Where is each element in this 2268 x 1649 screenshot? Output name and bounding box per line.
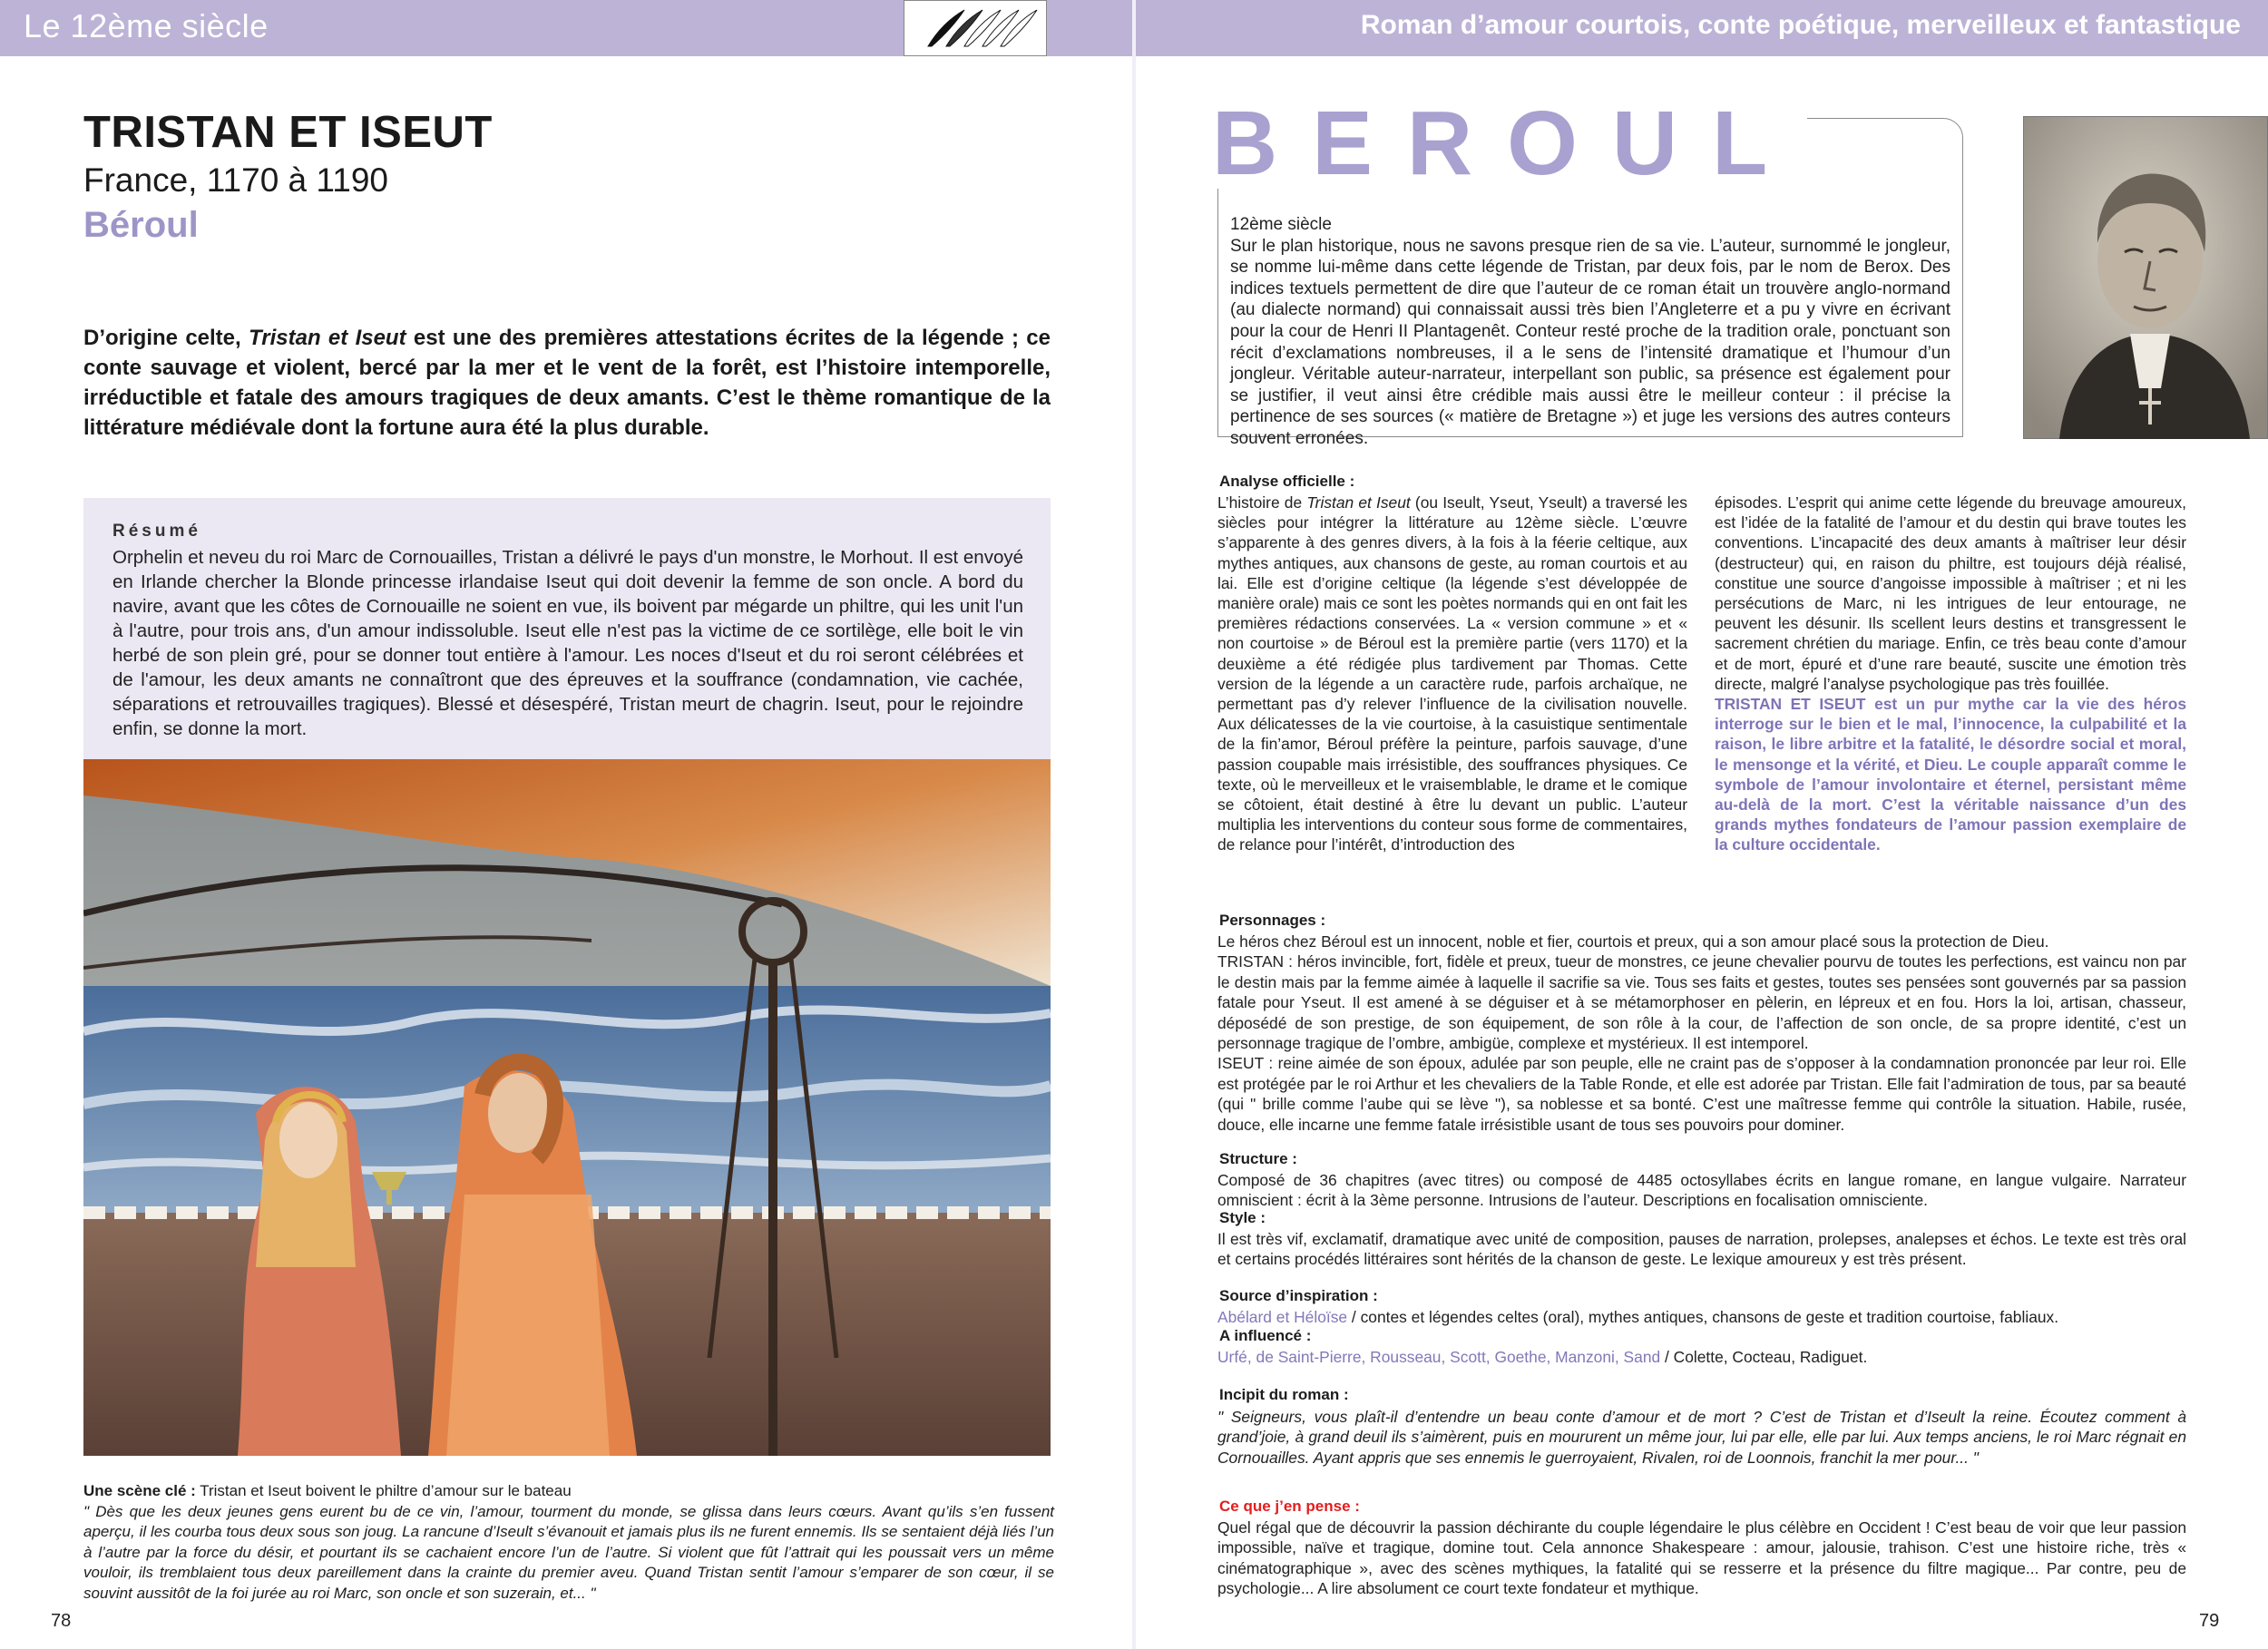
author-portrait [2023, 116, 2268, 439]
author-century: 12ème siècle [1230, 215, 1332, 234]
personnages-heading: Personnages : [1219, 912, 1326, 929]
key-scene-label: Une scène clé : [83, 1482, 196, 1499]
author-bio-text: Sur le plan historique, nous ne savons presque rien de sa vie. L’auteur, surnommé le jongleur, se nomme lui-même dans cette légende de Tristan, par deux fois, par le nom de Berox. Des indices textuels permettent de dire que l’auteur de ce roman était un trouvère anglo-normand (au dialecte normand) qui connaissait aussi très bien l’Angleterre et a pu y vivre en écrivant pour la cour de Henri II Plantagenêt. Conteur resté proche de la tradition orale, ponctuant son récit d’exclamations nombreuses, il a le sens de l’intensité dramatique et l’humour d’un jongleur. Véritable auteur-narrateur, interpellant son public, sa présence est également pour se justifier, il veut ainsi être crédible mais aussi être le meilleur conteur : il précise la pertinence de ses sources (« matière de Bretagne ») et juge les versions des autres conteurs souvent erronées. [1230, 236, 1950, 448]
style-text: Il est très vif, exclamatif, dramatique avec unité de composition, pauses de narration, prolepses, analepses et échos. Le texte est très oral et certains procédés littéraires sont hérités de la chanson de geste. Le lexique amoureux y est très présent. [1217, 1230, 2186, 1269]
character-tristan: TRISTAN : héros invincible, fort, fidèle et preux, tueur de monstres, ce jeune chevalier pourvu de toutes les perfections, est vaincu non par le destin mais par la femme aimée à laquelle il sacrifie sa vie. Tous ses faits et gestes, toutes ses pensées sont gouvernés par sa passion fatale pour Yseut. Il est amené à se déguiser et à se métamorphoser en pèlerin, en lépreux et en fou. Hors la loi, artisan, chasseur, déposédé de son prestige, de son équipement, de son rôle à la cour, de l’affection de son oncle, de sa propre identité, c’est un personnage tragique de l’ombre, ambigüe, complexe et mystérieux. Il est intemporel. [1217, 952, 2186, 1053]
character-iseut: ISEUT : reine aimée de son époux, adulée par son peuple, elle ne craint pas de s’opposer à la condamnation prononcée par leur roi. Elle est protégée par le roi Arthur et les chevaliers de la Table Ronde, et elle est adorée par Tristan. Elle fait l’admiration de tous, par sa beauté (qui " brille comme l’aube qui se lève "), sa noblesse et sa bonté. C’est une maîtresse femme qui contrôle la situation. Habile, rusée, douce, elle incarne une femme fatale irrésistible usant de tous ses pouvoirs pour dominer. [1217, 1054, 2186, 1134]
influence-text: Urfé, de Saint-Pierre, Rousseau, Scott, Goethe, Manzoni, Sand / Colette, Cocteau, Radiguet. [1217, 1348, 1868, 1366]
section-title-left: Le 12ème siècle [24, 7, 269, 44]
key-scene-quote: " Dès que les deux jeunes gens eurent bu de ce vin, l’amour, tourment du monde, se glissa dans leurs cœurs. Avant qu’ils s’en fussent aperçu, il les courba tous deux sous son joug. La rancune d’Iseult s’évanouit et jamais plus ils ne furent ennemis. Ils se sentaient déjà liés l’un à l’autre par la force du désir, et pourtant ils se cachaient encore l’un de l’autre. Si violent que fût l’attrait qui les poussait vers un même vouloir, ils tremblaient tous deux pareillement dans la crainte du premier aveu. Quand Tristan sentit l’amour s’emparer de son cœur, il se souvint aussitôt de la foi jurée au roi Marc, son oncle et son suzerain, et... " [83, 1502, 1054, 1602]
page-number-right: 79 [2199, 1611, 2220, 1631]
source-heading: Source d’inspiration : [1219, 1287, 1378, 1304]
style-heading: Style : [1219, 1209, 1266, 1226]
opinion-text: Quel régal que de découvrir la passion déchirante du couple légendaire le plus célèbre en Occident ! C’est beau de voir que leur passion impossible, naïve et tragique, domine tout. Cela annonce Shakespeare : amour, jalousie, trahison. C’est une histoire riche, très « cinématographique », avec des scènes mythiques, la fatalité qui se resserre et la présence du filtre magique... Par contre, peu de psychologie... A lire absolument ce court texte fondateur et mythique. [1217, 1518, 2186, 1598]
analyse-column-2 [1715, 493, 2186, 855]
author-banner: BEROUL [1212, 98, 1807, 189]
source-text: Abélard et Héloïse / contes et légendes celtes (oral), mythes antiques, chansons de geste et tradition courtoise, fabliaux. [1217, 1308, 2059, 1326]
page-number-left: 78 [51, 1611, 72, 1631]
incipit-text: " Seigneurs, vous plaît-il d’entendre un beau conte d’amour et de mort ? C’est de Tristan et d’Iseult la reine. Écoutez comment à grand’joie, à grand deuil ils s’aimèrent, puis en moururent un même jour, lui par elle, elle par lui. Aux temps anciens, le roi Marc régnait en Cornouailles. Ayant appris que ses ennemis le guerroyaient, Rivalen, roi de Loonnois, franchit la mer pour... " [1217, 1408, 2186, 1467]
page-gutter [1132, 0, 1136, 1649]
structure-text: Composé de 36 chapitres (avec titres) ou composé de 4485 octosyllabes écrits en langue romane, en langue vulgaire. Narrateur omniscient : écrit à la 3ème personne. Intrusions de l’auteur. Descriptions en focalisation omnisciente. [1217, 1171, 2186, 1210]
personnages-text [1217, 932, 2186, 1135]
opinion-heading: Ce que j’en pense : [1219, 1498, 1360, 1515]
resume-text: Orphelin et neveu du roi Marc de Cornouailles, Tristan a délivré le pays d'un monstre, le Morhout. Il est envoyé en Irlande chercher la Blonde princesse irlandaise Iseut qui doit devenir la femme de son oncle. A bord du navire, avant que les côtes de Cornouaille ne soient en vue, ils boivent par mégarde un philtre, qui les unit l'un à l'autre, pour trois ans, d'un amour indissoluble. Iseut elle n'est pas la victime de ce sortilège, elle boit le vin herbé de son plein gré, pour se donner tout entière à l'amour. Les noces d'Iseut et du roi seront célébrées et de l'amour, les deux amants ne connaîtront que des épreuves et la souffrance (condamnation, vie cachée, séparations et retrouvailles tragiques). Blessé et désespéré, Tristan meurt de chagrin. Iseut, pour le rejoindre enfin, se donne la mort. [112, 547, 1023, 739]
book-origin-dates: France, 1170 à 1190 [83, 161, 388, 199]
personnages-intro: Le héros chez Béroul est un innocent, noble et fier, courtois et preux, qui a son amour placé sous la protection de Dieu. [1217, 932, 2049, 951]
incipit-heading: Incipit du roman : [1219, 1386, 1349, 1403]
analyse-heading: Analyse officielle : [1219, 473, 1355, 490]
section-title-right: Roman d’amour courtois, conte poétique, merveilleux et fantastique [1360, 10, 2241, 40]
analyse-highlight: TRISTAN ET ISEUT est un pur mythe car la vie des héros interroge sur le bien et le mal, l’innocence, la culpabilité et la raison, le libre arbitre et la fatalité, le désordre social et moral, le mensonge et la vérité, et Dieu. Le couple apparaît comme le symbole de l’amour involontaire et éternel, persistant même au-delà de la mort. C’est la véritable naissance d’un des grands mythes fondateurs de l’amour passion exemplaire de la culture occidentale. [1715, 695, 2186, 854]
book-title: TRISTAN ET ISEUT [83, 108, 493, 157]
character-iseut-name: ISEUT [1217, 1054, 1264, 1073]
book-author: Béroul [83, 205, 199, 245]
source-link[interactable]: Abélard et Héloïse [1217, 1308, 1348, 1326]
key-scene-caption: Tristan et Iseut boivent le philtre d’amour sur le bateau [195, 1482, 572, 1499]
author-bio [1230, 214, 1950, 450]
influence-links[interactable]: Urfé, de Saint-Pierre, Rousseau, Scott, Goethe, Manzoni, Sand [1217, 1348, 1661, 1366]
structure-heading: Structure : [1219, 1150, 1297, 1167]
resume-box [83, 498, 1051, 759]
key-scene [83, 1481, 1054, 1604]
analyse-column-2-text: épisodes. L’esprit qui anime cette légende du breuvage amoureux, est l’idée de la fatalité de l’amour et du destin qui brave toutes les conventions. L’incapacité des deux amants à maîtriser leur désir (destructeur) qui, en raison du philtre, est toujours déjà réalisé, constitue une source d’angoisse impossible à maîtriser ; et ni les persécutions de Marc, ni les intrigues de leur entourage, ne peuvent les désunir. Ils scellent leurs destins et transgressent le sacrement chrétien du mariage. Enfin, ce très beau conte d’amour et de mort, épuré et d’une rare beauté, suscite une émotion très directe, malgré l’analyse psychologique pas très fouillée. [1715, 493, 2186, 693]
quill-rating-icon [904, 0, 1047, 56]
intro-paragraph: D’origine celte, Tristan et Iseut est une des premières attestations écrites de la légende ; ce conte sauvage et violent, bercé par la mer et le vent de la forêt, est l’histoire intemporelle, irréductible et fatale des amours tragiques de deux amants. C’est le thème romantique de la littérature médiévale dont la fortune aura été la plus durable. [83, 326, 1051, 440]
tristan-iseut-painting [83, 759, 1051, 1456]
analyse-column-1: L’histoire de Tristan et Iseut (ou Iseult, Yseut, Yseult) a traversé les siècles pour intégrer la littérature au 12ème siècle. L’œuvre s’apparente à des genres divers, à la fois à la féerie celtique, aux mythes antiques, aux chansons de geste, au roman courtois et au lai. Elle est d’origine celtique (la légende s’est développée de manière orale) mais ce sont les poètes normands qui en ont fait les premières rédactions conservées. La « version commune » et « non courtoise » de Béroul est la première partie (vers 1170) et la deuxième a été rédigée plus tardivement par Thomas. Cette version de la légende a un caractère rude, parfois archaïque, ne permettant pas d’y relever l’influence de la civilisation nouvelle. Aux délicatesses de la vie courtoise, à la casuistique sentimentale de la fin’amor, Béroul préfère la peinture, parfois sauvage, d’une passion coupable mais irrésistible, des souffrances physiques. Ce texte, où le merveilleux et le vraisemblable, le drame et le comique se côtoient, était destiné à être lu devant un public. L’auteur multiplia les interventions du conteur sous forme de commentaires, de relance pour l’intérêt, d’introduction des [1217, 493, 1687, 854]
character-tristan-name: TRISTAN [1217, 952, 1285, 971]
influence-heading: A influencé : [1219, 1327, 1312, 1344]
resume-heading: Résumé [112, 522, 201, 541]
